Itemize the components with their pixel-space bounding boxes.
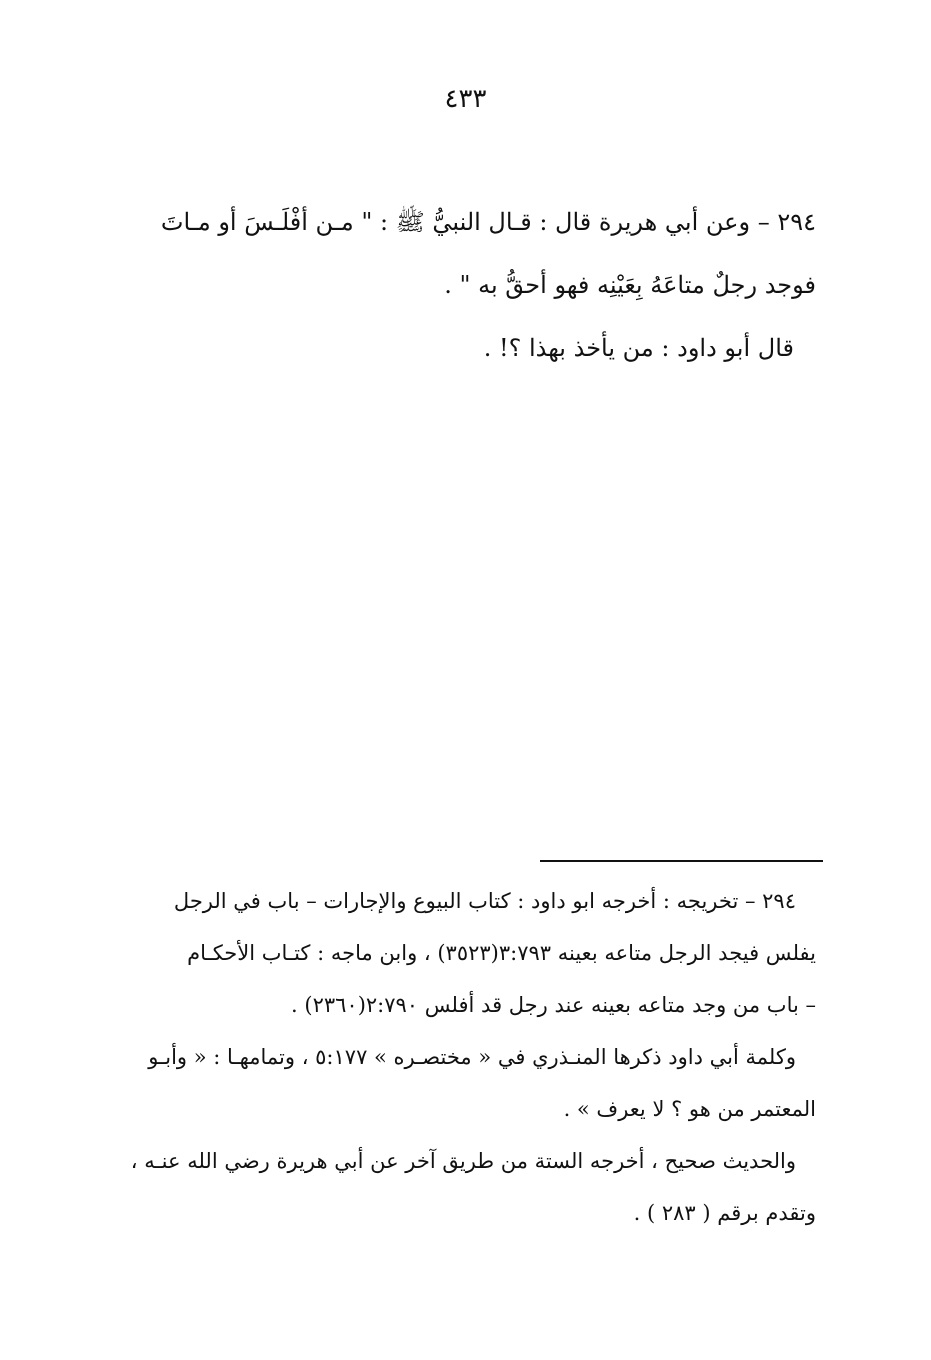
hadith-text <box>96 208 816 397</box>
hadith-line: فوجد رجلٌ متاعَهُ بِعَيْنِه فهو أحقُّ به " . <box>444 271 816 299</box>
footnote-line: يفلس فيجد الرجل متاعه بعينه ٣:٧٩٣(٣٥٢٣) ، وابن ماجه : كتـاب الأحكـام <box>187 941 816 965</box>
footnote-line: المعتمر من هو ؟ لا يعرف » . <box>563 1097 816 1121</box>
footnotes <box>106 888 816 1252</box>
hadith-line: قال أبو داود : من يأخذ بهذا ؟! . <box>483 334 794 362</box>
hadith-line: ٢٩٤ – وعن أبي هريرة قال : قـال النبيُّ ﷺ : " مـن أفْلَـسَ أو مـاتَ <box>160 208 816 236</box>
footnote-line: – باب من وجد متاعه بعينه عند رجل قد أفلس ٢:٧٩٠(٢٣٦٠) . <box>291 993 816 1017</box>
footnote-line: وكلمة أبي داود ذكرها المنـذري في « مختصـره » ٥:١٧٧ ، وتمامهـا : « وأبـو <box>148 1045 796 1069</box>
footnote-divider <box>540 860 823 862</box>
footnote-line: ٢٩٤ – تخريجه : أخرجه ابو داود : كتاب البيوع والإجارات – باب في الرجل <box>173 889 796 913</box>
page-number: ٤٣٣ <box>444 84 487 114</box>
footnote-line: وتقدم برقم ( ٢٨٣ ) . <box>633 1201 816 1225</box>
footnote-line: والحديث صحيح ، أخرجه الستة من طريق آخر عن أبي هريرة رضي الله عنـه ، <box>130 1149 796 1173</box>
